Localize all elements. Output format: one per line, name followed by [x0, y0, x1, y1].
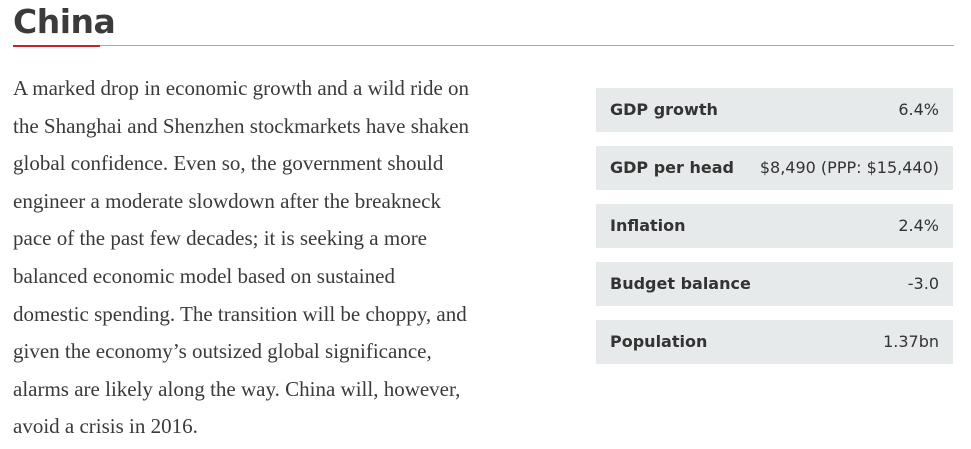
- article-line: engineer a moderate slowdown after the breakneck: [13, 188, 441, 213]
- article-line: A marked drop in economic growth and a wild ride on: [13, 76, 470, 100]
- title-accent-underline: [13, 45, 100, 47]
- stat-label: Population: [610, 332, 708, 351]
- stat-label: Budget balance: [610, 274, 751, 293]
- article-line: global confidence. Even so, the government should: [13, 151, 444, 176]
- stat-value: $8,490 (PPP: $15,440): [759, 158, 939, 177]
- article-paragraph: [13, 70, 543, 446]
- stat-label: GDP growth: [610, 100, 718, 119]
- page-header: [13, 0, 954, 48]
- stat-row-budget-balance: [596, 262, 953, 306]
- article-line: balanced economic model based on sustained: [13, 263, 395, 288]
- article-line: avoid a crisis in 2016.: [13, 414, 198, 439]
- article-line: pace of the past few decades; it is seeking a more: [13, 226, 428, 251]
- page-title: China: [13, 2, 116, 41]
- stat-row-population: [596, 320, 953, 364]
- article-line: given the economy’s outsized global significance,: [13, 339, 432, 364]
- article-line: the Shanghai and Shenzhen stockmarkets have shaken: [13, 113, 470, 138]
- article-line: domestic spending. The transition will be choppy, and: [13, 301, 467, 326]
- stat-value: 2.4%: [898, 216, 939, 235]
- stat-row-inflation: [596, 204, 953, 248]
- stat-row-gdp-per-head: [596, 146, 953, 190]
- stat-value: 1.37bn: [883, 332, 939, 351]
- stat-label: Inflation: [610, 216, 686, 235]
- header-divider: [13, 45, 954, 46]
- stat-label: GDP per head: [610, 158, 734, 177]
- stat-row-gdp-growth: [596, 88, 953, 132]
- stat-value: -3.0: [907, 274, 939, 293]
- article-line: alarms are likely along the way. China will, however,: [13, 376, 461, 401]
- stat-value: 6.4%: [898, 100, 939, 119]
- article-body: [13, 70, 543, 446]
